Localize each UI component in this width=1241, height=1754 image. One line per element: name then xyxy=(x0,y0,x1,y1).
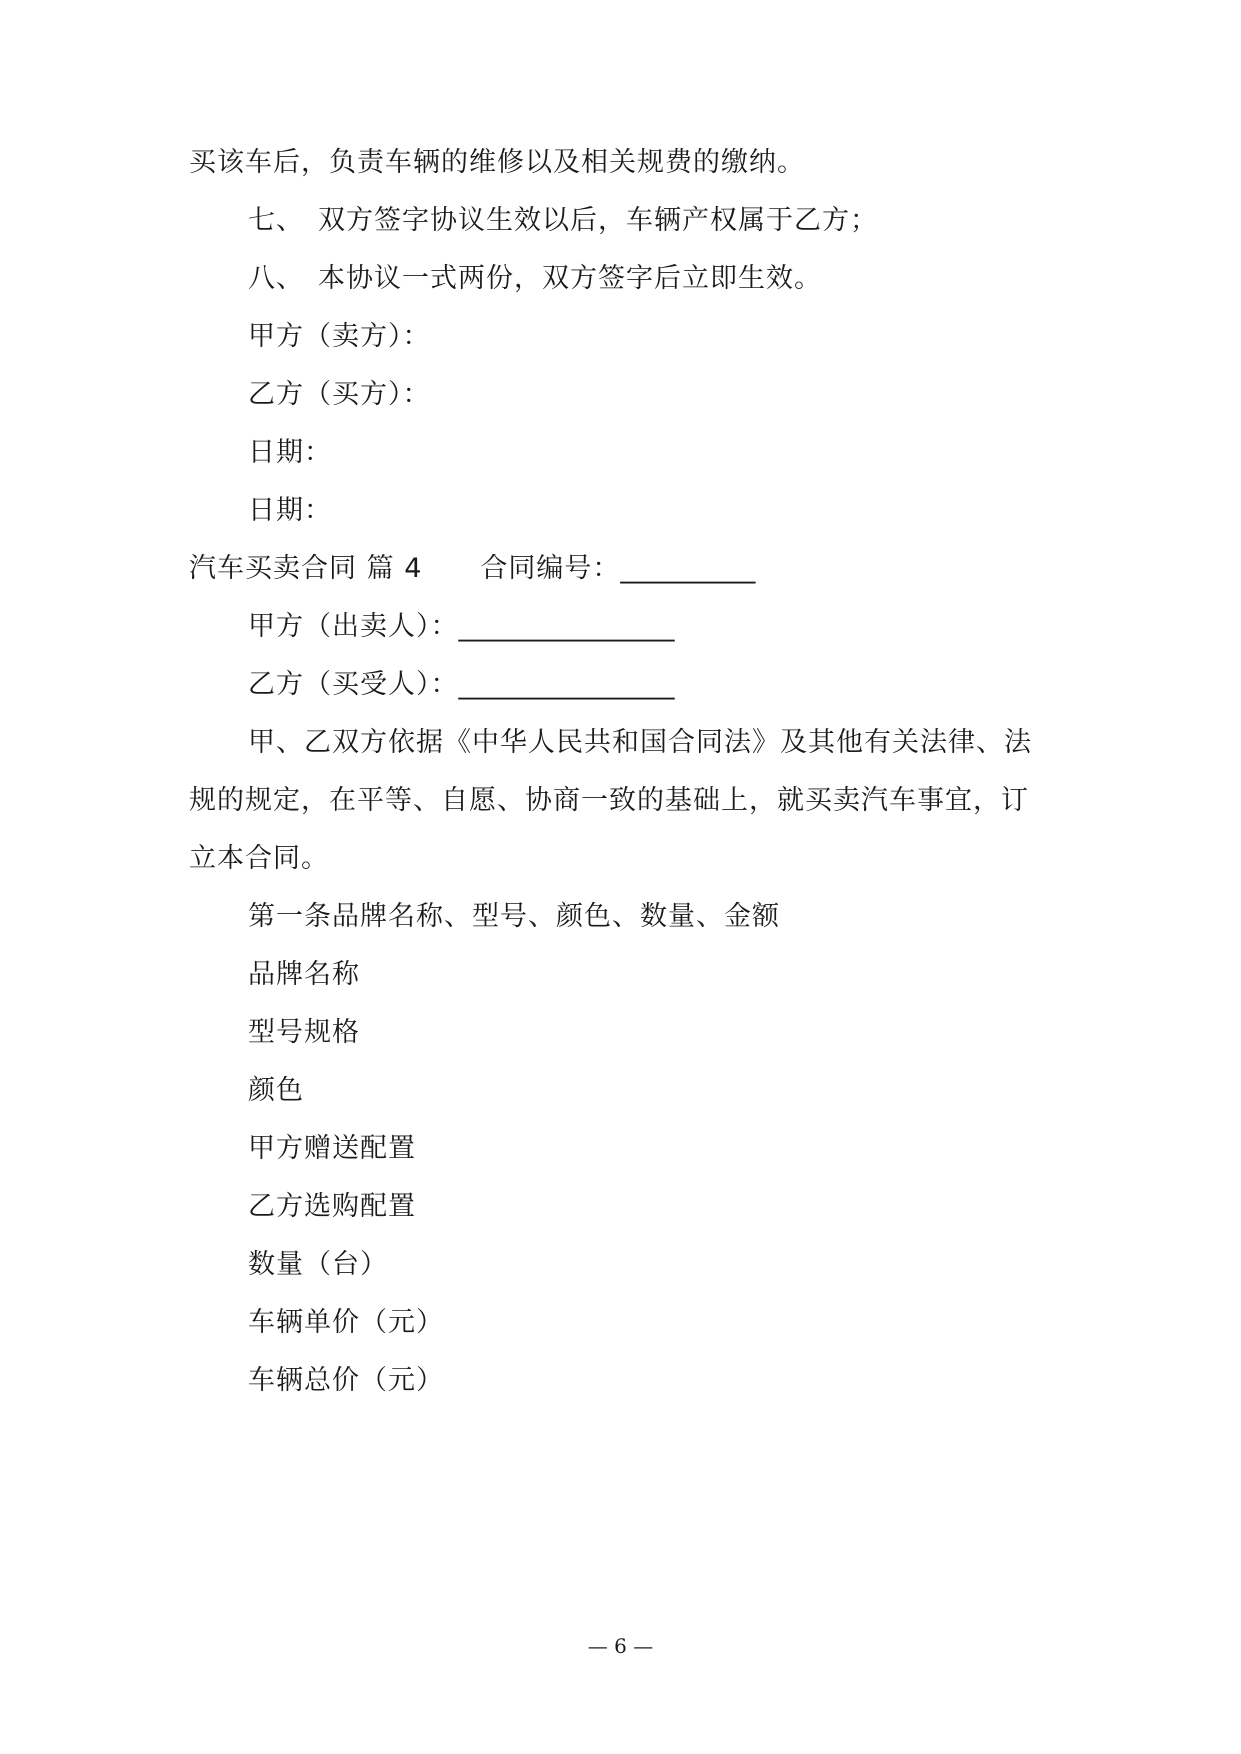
clause-eight xyxy=(248,262,822,296)
article-item: 车辆单价（元） xyxy=(248,1307,444,1338)
party-a-line xyxy=(248,610,675,644)
date-label: 日期： xyxy=(248,495,332,526)
party-b-label: 乙方（买受人）： xyxy=(248,669,459,700)
section-number: 4 xyxy=(404,553,423,584)
contract-number-label: 合同编号： xyxy=(480,553,621,584)
intro-paragraph-line: 甲、乙双方依据《中华人民共和国合同法》及其他有关法律、法 xyxy=(248,727,1032,758)
date-label: 日期： xyxy=(248,437,332,468)
clause-number: 七、 xyxy=(248,205,304,236)
party-a-blank: ________________ xyxy=(458,611,675,642)
paragraph-continuation: 买该车后，负责车辆的维修以及相关规费的缴纳。 xyxy=(189,147,805,178)
article-item: 乙方选购配置 xyxy=(248,1191,416,1222)
party-b-line xyxy=(248,668,675,702)
intro-paragraph-line: 规的规定，在平等、自愿、协商一致的基础上，就买卖汽车事宜，订 xyxy=(189,785,1029,816)
intro-paragraph-line: 立本合同。 xyxy=(189,843,329,874)
party-b-blank: ________________ xyxy=(458,669,675,700)
clause-seven xyxy=(248,204,878,238)
article-one-title: 第一条品牌名称、型号、颜色、数量、金额 xyxy=(248,901,780,932)
seller-signature-label: 甲方（卖方）： xyxy=(248,321,431,352)
page-number: — 6 — xyxy=(587,1634,654,1658)
section-title: 汽车买卖合同 篇 xyxy=(189,553,395,584)
article-item: 车辆总价（元） xyxy=(248,1365,444,1396)
article-item: 型号规格 xyxy=(248,1017,360,1048)
clause-text: 双方签字协议生效以后，车辆产权属于乙方； xyxy=(318,205,878,236)
contract-number-blank: __________ xyxy=(620,553,756,584)
article-item: 颜色 xyxy=(248,1075,304,1106)
clause-number: 八、 xyxy=(248,263,304,294)
party-a-label: 甲方（出卖人）： xyxy=(248,611,459,642)
article-item: 品牌名称 xyxy=(248,959,360,990)
article-item: 甲方赠送配置 xyxy=(248,1133,416,1164)
buyer-signature-label: 乙方（买方）： xyxy=(248,379,431,410)
article-item: 数量（台） xyxy=(248,1249,388,1280)
section-heading xyxy=(189,552,755,586)
clause-text: 本协议一式两份，双方签字后立即生效。 xyxy=(318,263,822,294)
